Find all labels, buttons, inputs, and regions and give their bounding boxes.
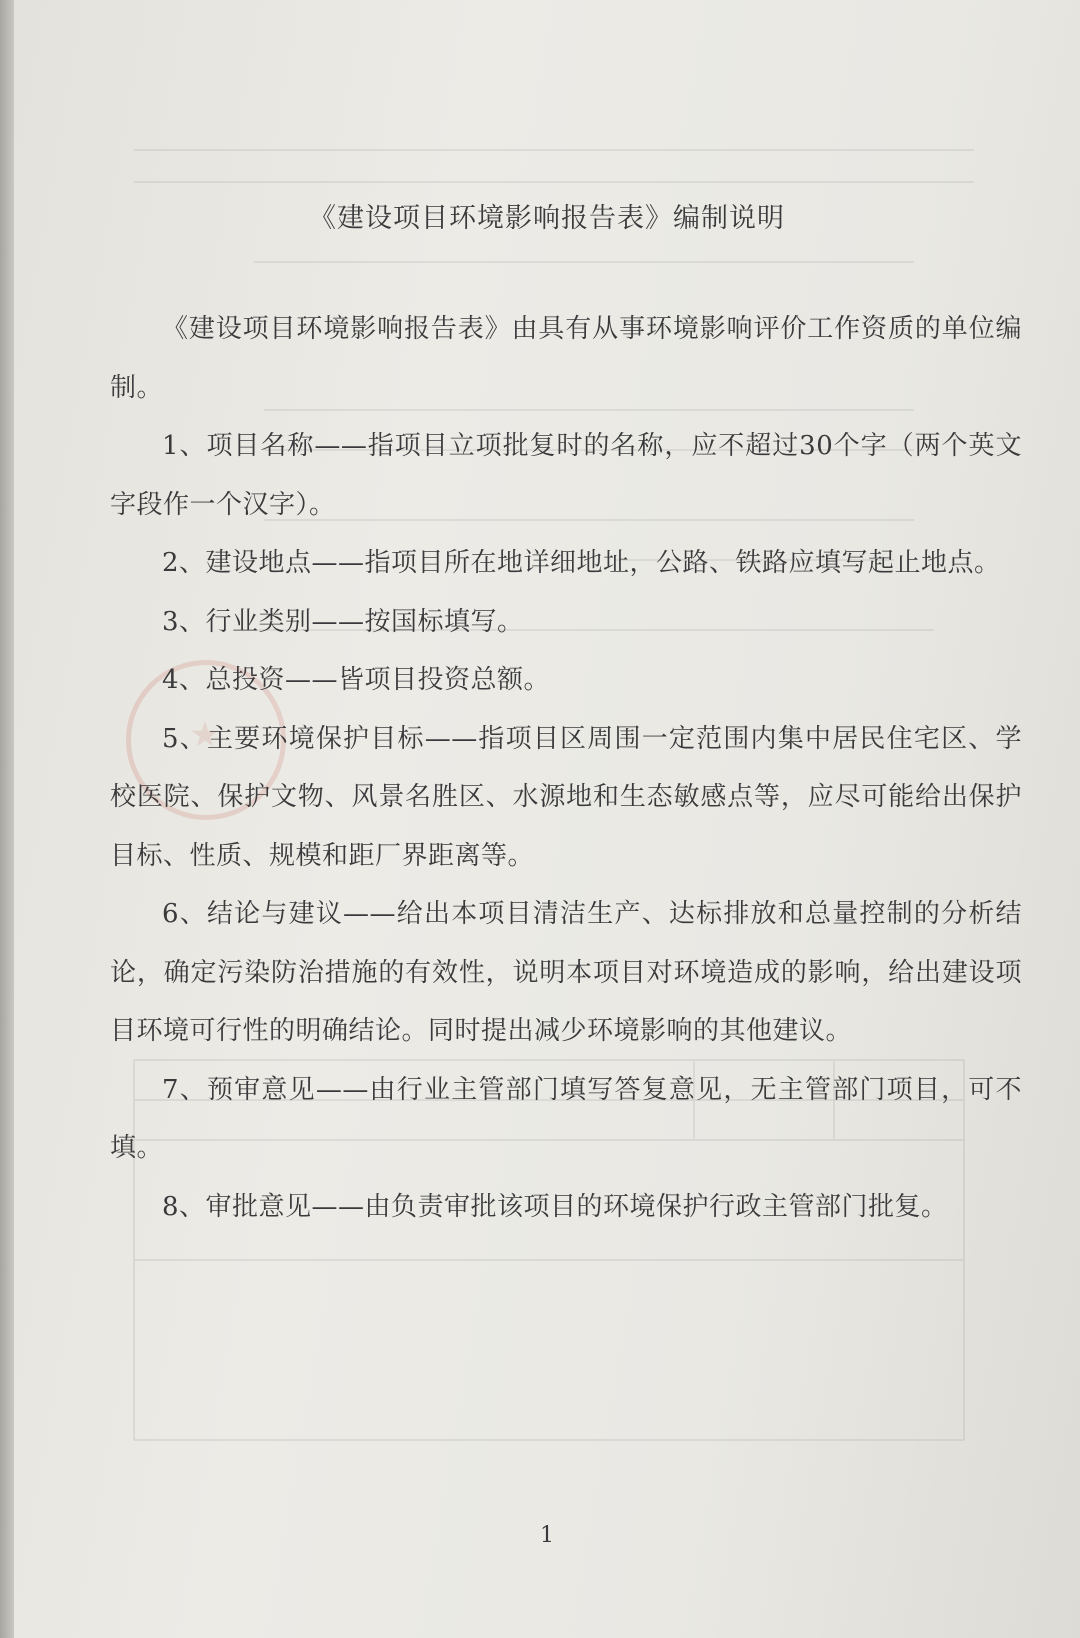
item-pre-review: 7、预审意见——由行业主管部门填写答复意见，无主管部门项目，可不填。 — [110, 1074, 1022, 1163]
item-total-investment: 4、总投资——皆项目投资总额。 — [162, 665, 551, 695]
item-industry-category: 3、行业类别——按国标填写。 — [162, 606, 524, 637]
item-project-name: 1、项目名称——指项目立项批复时的名称，应不超过30个字（两个英文字段作一个汉字）。 — [110, 431, 1022, 520]
item-construction-site: 2、建设地点——指项目所在地详细地址，公路、铁路应填写起止地点。 — [162, 548, 1001, 578]
intro-paragraph: 《建设项目环境影响报告表》由具有从事环境影响评价工作资质的单位编制。 — [110, 314, 1022, 403]
document-title: 《建设项目环境影响报告表》编制说明 — [309, 203, 785, 234]
document-page — [14, 0, 1080, 1638]
item-approval: 8、审批意见——由负责审批该项目的环境保护行政主管部门批复。 — [162, 1191, 948, 1222]
page-edge-shadow — [0, 0, 14, 1638]
item-conclusions: 6、结论与建议——给出本项目清洁生产、达标排放和总量控制的分析结论，确定污染防治措施的有效性，说明本项目对环境造成的影响，给出建设项目环境可行性的明确结论。同时提出减少环境影响的其他建议。 — [110, 899, 1022, 1046]
page-number: 1 — [540, 1523, 554, 1548]
item-protection-targets: 5、主要环境保护目标——指项目区周围一定范围内集中居民住宅区、学校医院、保护文物、风景名胜区、水源地和生态敏感点等，应尽可能给出保护目标、性质、规模和距厂界距离等。 — [110, 723, 1022, 871]
document-body — [110, 300, 1022, 1236]
